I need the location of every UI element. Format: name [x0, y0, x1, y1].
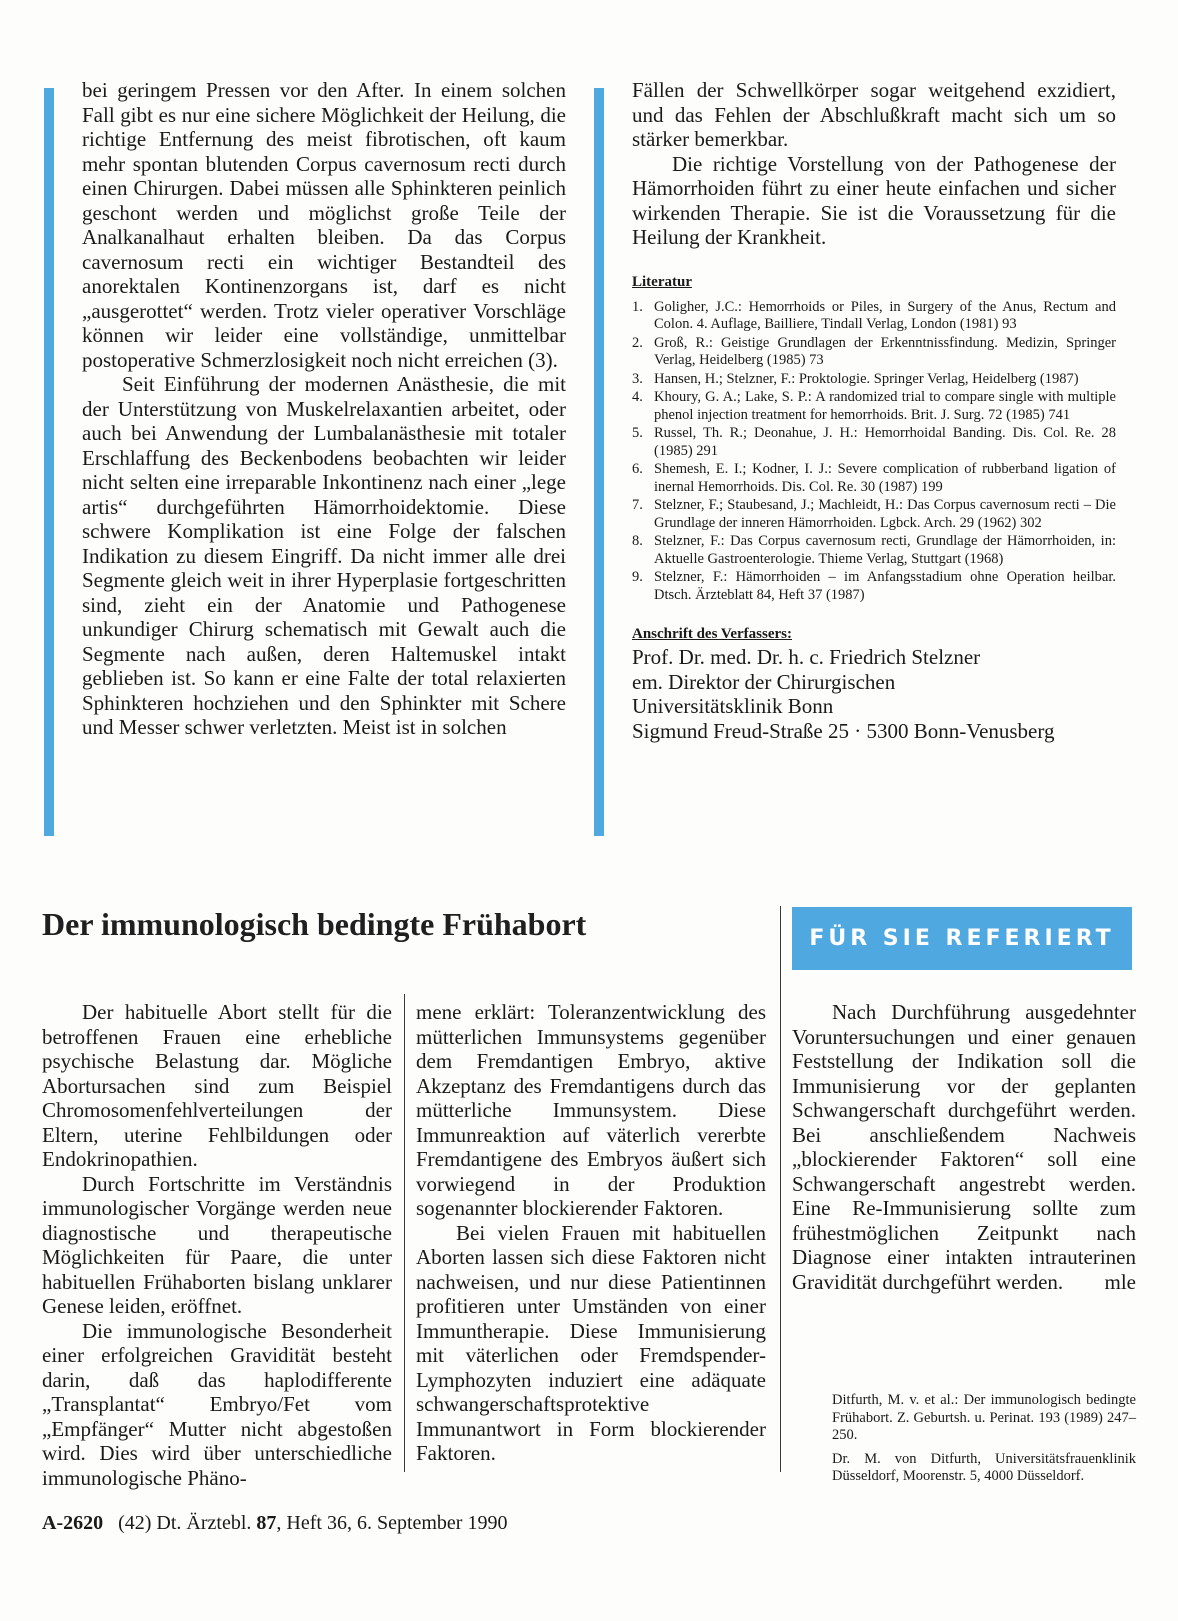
paragraph: Die richtige Vorstellung von der Pathogenese der Hämorrhoiden führt zu einer heute einfachen und sicher wirkenden Therapie. Sie ist die Voraussetzung für die Heilung der Krankheit. — [632, 151, 1116, 249]
citation-text: Ditfurth, M. v. et al.: Der immunologisch bedingte Frühabort. Z. Geburtsh. u. Perinat. 193 (1989) 247–250. — [832, 1392, 1136, 1443]
reference-item: 1. Goligher, J.C.: Hemorrhoids or Piles, in Surgery of the Anus, Rectum and Colon. 4. Auflage, Bailliere, Tindall Verlag, London (1981) 93 — [632, 298, 1116, 332]
paragraph: Seit Einführung der modernen Anästhesie, die mit der Unterstützung von Muskelrelaxantien arbeitet, oder auch bei Anwendung der Lumbalanästhesie mit totaler Erschlaffung des Beckenbodens beobachten wir leider nicht selten eine irreparable Inkontinenz nach einer „lege artis“ durchgeführten Hämorrhoidektomie. Diese schwere Komplikation ist eine Folge der falschen Indikation zu diesem Eingriff. Da nicht immer alle drei Segmente gleich weit in ihrer Hyperplasie fortgeschritten sind, zieht ein der Anatomie und Pathogenese unkundiger Chirurg schematisch mit Gewalt auch die Segmente nach außen, deren Haltemuskel intakt geblieben ist. So kann er eine Falte der total relaxierten Sphinkteren hochziehen und den Sphinkter mit Schere und Messer schwer verletzten. Meist ist in solchen — [82, 372, 566, 739]
reference-item: 9. Stelzner, F.: Hämorrhoiden – im Anfangsstadium ohne Operation heilbar. Dtsch. Ärzteblatt 84, Heft 37 (1987) — [632, 569, 1116, 603]
paragraph: Die immunologische Besonderheit einer erfolgreichen Gravidität besteht darin, daß das haplodifferente „Transplantat“ Embryo/Fet vom „Empfänger“ Mutter nicht abgestoßen wird. Dies wird über unterschiedliche immunologische Phäno- — [42, 1318, 392, 1490]
author-signature: mle — [1104, 1269, 1136, 1294]
reference-item: 8. Stelzner, F.: Das Corpus cavernosum recti, Grundlage der Hämorrhoiden, in: Aktuelle Gastroenterologie. Thieme Verlag, Stuttgart (1968) — [632, 533, 1116, 567]
reference-list — [632, 299, 1116, 605]
address-line: Sigmund Freud-Straße 25 · 5300 Bonn-Venusberg — [632, 718, 1055, 743]
reference-item: 2. Groß, R.: Geistige Grundlagen der Erkenntnissfindung. Medizin, Springer Verlag, Heidelberg (1985) 73 — [632, 334, 1116, 368]
reference-item: 3. Hansen, H.; Stelzner, F.: Proktologie. Springer Verlag, Heidelberg (1987) — [632, 370, 1079, 387]
accent-bar-left — [44, 88, 54, 836]
section-label: FÜR SIE REFERIERT — [809, 926, 1115, 951]
column-divider — [780, 906, 781, 1472]
journal-name: (42) Dt. Ärztebl. — [118, 1512, 252, 1534]
article-column-2 — [416, 1000, 766, 1466]
article-title: Der immunologisch bedingte Frühabort — [42, 906, 587, 942]
paragraph-text: Nach Durchführung ausgedehnter Voruntersuchungen und einer genauen Feststellung der Indikation soll die Immunisierung vor der geplanten Schwangerschaft durchgeführt werden. Bei anschließendem Nachweis „blockierender Faktoren“ soll eine Schwangerschaft angestrebt werden. Eine Re-Immunisierung sollte zum frühestmöglichen Zeitpunkt nach Diagnose einer intakten intrauterinen Gravidität durchgeführt werden. — [792, 1000, 1136, 1294]
paragraph: Der habituelle Abort stellt für die betroffenen Frauen eine erhebliche psychische Belastung dar. Mögliche Abortursachen sind zum Beispiel Chromosomenfehlverteilungen der Eltern, uterine Fehlbildungen oder Endokrinopathien. — [42, 1000, 392, 1171]
literature-heading: Literatur — [632, 273, 692, 290]
article-column-1 — [42, 1000, 392, 1490]
affiliation-text: Dr. M. von Ditfurth, Universitätsfrauenklinik Düsseldorf, Moorenstr. 5, 4000 Düsseldorf. — [832, 1450, 1136, 1484]
paragraph: Durch Fortschritte im Verständnis immunologischer Vorgänge werden neue diagnostische und therapeutische Möglichkeiten für Paare, die unter habituellen Frühaborten bislang unklarer Genese leiden, eröffnet. — [42, 1171, 392, 1318]
accent-bar-right — [594, 88, 604, 836]
paragraph: Fällen der Schwellkörper sogar weitgehend exzidiert, und das Fehlen der Abschlußkraft macht sich um so stärker bemerkbar. — [632, 78, 1116, 151]
source-citation — [832, 1392, 1136, 1492]
address-line: Universitätsklinik Bonn — [632, 694, 834, 718]
address-heading: Anschrift des Verfassers: — [632, 626, 792, 642]
column-divider — [404, 994, 405, 1472]
journal-volume: 87 — [256, 1512, 277, 1534]
reference-item: 5. Russel, Th. R.; Deonahue, J. H.: Hemorrhoidal Banding. Dis. Col. Re. 28 (1985) 291 — [632, 425, 1116, 459]
page-footer — [42, 1512, 507, 1535]
paragraph: Bei vielen Frauen mit habituellen Aborten lassen sich diese Faktoren nicht nachweisen, und nur diese Patientinnen profitieren unter Umständen von einer Immuntherapie. Diese Immunisierung mit väterlichen oder Fremdspender-Lymphozyten induziert eine adäquate schwangerschaftsprotektive Immunantwort in Form blockierender Faktoren. — [416, 1220, 766, 1465]
reference-item: 7. Stelzner, F.; Staubesand, J.; Machleidt, H.: Das Corpus cavernosum recti – Die Grundlage der inneren Hämorrhoiden. Lgbck. Arch. 29 (1962) 302 — [632, 497, 1116, 531]
paragraph: bei geringem Pressen vor den After. In einem solchen Fall gibt es nur eine sichere Möglichkeit der Heilung, die richtige Entfernung des meist fibrotischen, oft kaum mehr spontan blutenden Corpus cavernosum recti durch einen Chirurgen. Dabei müssen alle Sphinkteren peinlich geschont werden und möglichst große Teile der Analkanalhaut erhalten bleiben. Da das Corpus cavernosum recti ein wichtiger Bestandteil des anorektalen Kontinenzorgans ist, darf es nicht „ausgerottet“ werden. Trotz vieler operativer Vorschläge können wir leider eine vollständige, unmittelbar postoperative Schmerzlosigkeit noch nicht erreichen (3). — [82, 78, 566, 372]
top-left-column — [82, 78, 566, 740]
address-line: Prof. Dr. med. Dr. h. c. Friedrich Stelzner — [632, 645, 981, 669]
reference-item: 4. Khoury, G. A.; Lake, S. P.: A randomized trial to compare single with multiple phenol injection treatment for hemorrhoids. Brit. J. Surg. 72 (1985) 741 — [632, 389, 1116, 423]
journal-issue: , Heft 36, 6. September 1990 — [276, 1512, 508, 1534]
paragraph — [792, 1000, 1136, 1294]
top-right-column — [632, 78, 1116, 743]
reference-item: 6. Shemesh, E. I.; Kodner, I. J.: Severe complication of rubberband ligation of inernal Hemorrhoids. Dis. Col. Re. 30 (1987) 199 — [632, 461, 1116, 495]
paragraph: mene erklärt: Toleranzentwicklung des mütterlichen Immunsystems gegenüber dem Fremdantigen Embryo, aktive Akzeptanz des Fremdantigens durch das mütterliche Immunsystem. Diese Immunreaktion auf väterlich vererbte Fremdantigene des Embryos äußert sich vorwiegend in der Produktion sogenannter blockierender Faktoren. — [416, 1000, 766, 1220]
section-badge — [792, 907, 1132, 970]
page-number: A-2620 — [42, 1512, 104, 1534]
address-line: em. Direktor der Chirurgischen — [632, 669, 896, 694]
article-column-3 — [792, 1000, 1136, 1294]
